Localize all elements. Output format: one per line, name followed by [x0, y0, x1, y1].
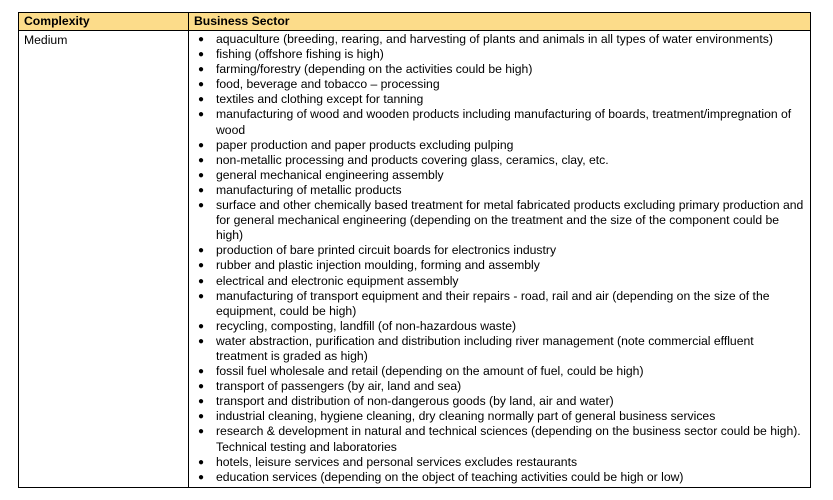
- list-item: [189, 319, 810, 334]
- list-item: [189, 334, 810, 364]
- list-item-text: manufacturing of metallic products: [216, 182, 402, 197]
- complexity-sector-table: [18, 12, 811, 488]
- list-item-text: food, beverage and tobacco – processing: [216, 77, 440, 92]
- table-row: [19, 31, 811, 488]
- list-item-text: research & development in natural and technical sciences (depending on the business sector could be high). Technical testing and laboratories: [216, 424, 801, 454]
- list-item-text: fishing (offshore fishing is high): [216, 47, 384, 62]
- list-item: [189, 379, 810, 394]
- list-item-text: transport of passengers (by air, land and sea): [216, 379, 462, 394]
- list-item: [189, 183, 810, 198]
- list-item-text: farming/forestry (depending on the activities could be high): [216, 62, 533, 77]
- bullet-icon: ●: [198, 275, 205, 287]
- bullet-icon: ●: [198, 184, 205, 196]
- list-item-text: education services (depending on the object of teaching activities could be high or low): [216, 469, 684, 484]
- complexity-cell: Medium: [19, 31, 189, 488]
- list-item-text: paper production and paper products excluding pulping: [216, 137, 514, 152]
- list-item-text: manufacturing of wood and wooden products including manufacturing of boards, treatment/impregnation of wood: [216, 107, 792, 137]
- list-item: [189, 394, 810, 409]
- bullet-icon: ●: [198, 426, 205, 438]
- list-item: [189, 92, 810, 107]
- sector-list: [189, 32, 810, 485]
- list-item: [189, 243, 810, 258]
- list-item: [189, 168, 810, 183]
- bullet-icon: ●: [198, 456, 205, 468]
- list-item-text: production of bare printed circuit boards for electronics industry: [216, 243, 557, 258]
- bullet-icon: ●: [198, 139, 205, 151]
- list-item: [189, 198, 810, 243]
- bullet-icon: ●: [198, 200, 205, 212]
- bullet-icon: ●: [198, 64, 205, 76]
- list-item-text: fossil fuel wholesale and retail (depending on the amount of fuel, could be high): [216, 364, 644, 379]
- list-item-text: aquaculture (breeding, rearing, and harvesting of plants and animals in all types of water environments): [216, 32, 773, 46]
- list-item-text: hotels, leisure services and personal services excludes restaurants: [216, 454, 578, 469]
- bullet-icon: ●: [198, 320, 205, 332]
- bullet-icon: ●: [198, 245, 205, 257]
- bullet-icon: ●: [198, 381, 205, 393]
- header-complexity: Complexity: [19, 13, 189, 31]
- bullet-icon: ●: [198, 366, 205, 378]
- bullet-icon: ●: [198, 396, 205, 408]
- bullet-icon: ●: [198, 411, 205, 423]
- list-item: [189, 409, 810, 424]
- bullet-icon: ●: [198, 169, 205, 181]
- list-item-text: electrical and electronic equipment assembly: [216, 273, 459, 288]
- list-item: [189, 274, 810, 289]
- list-item: [189, 455, 810, 470]
- list-item: [189, 107, 810, 137]
- list-item: [189, 32, 810, 47]
- business-sector-cell: [189, 31, 811, 488]
- list-item-text: industrial cleaning, hygiene cleaning, dry cleaning normally part of general business services: [216, 409, 716, 424]
- bullet-icon: ●: [198, 79, 205, 91]
- list-item: [189, 258, 810, 273]
- list-item: [189, 47, 810, 62]
- list-item-text: textiles and clothing except for tanning: [216, 92, 424, 107]
- bullet-icon: ●: [198, 290, 205, 302]
- list-item: [189, 153, 810, 168]
- list-item-text: general mechanical engineering assembly: [216, 167, 444, 182]
- bullet-icon: ●: [198, 109, 205, 121]
- list-item-text: water abstraction, purification and distribution including river management (note commercial effluent treatment is graded as high): [216, 333, 754, 363]
- list-item: [189, 77, 810, 92]
- list-item-text: manufacturing of transport equipment and their repairs - road, rail and air (depending on the size of the equipment, could be high): [216, 288, 770, 318]
- list-item-text: transport and distribution of non-dangerous goods (by land, air and water): [216, 394, 614, 409]
- bullet-icon: ●: [198, 94, 205, 106]
- bullet-icon: ●: [198, 471, 205, 483]
- table-header-row: [19, 13, 811, 31]
- header-business-sector: Business Sector: [189, 13, 811, 31]
- list-item: [189, 364, 810, 379]
- list-item-text: non-metallic processing and products covering glass, ceramics, clay, etc.: [216, 152, 609, 167]
- list-item: [189, 62, 810, 77]
- list-item-text: rubber and plastic injection moulding, forming and assembly: [216, 258, 540, 273]
- bullet-icon: ●: [198, 260, 205, 272]
- list-item: [189, 289, 810, 319]
- list-item-text: surface and other chemically based treatment for metal fabricated products excluding primary production and for general mechanical engineering (depending on the treatment and the size of the component could be high): [216, 198, 804, 243]
- list-item: [189, 138, 810, 153]
- list-item: [189, 470, 810, 485]
- bullet-icon: ●: [198, 34, 205, 45]
- list-item-text: recycling, composting, landfill (of non-hazardous waste): [216, 318, 517, 333]
- bullet-icon: ●: [198, 49, 205, 61]
- bullet-icon: ●: [198, 335, 205, 347]
- list-item: [189, 424, 810, 454]
- bullet-icon: ●: [198, 154, 205, 166]
